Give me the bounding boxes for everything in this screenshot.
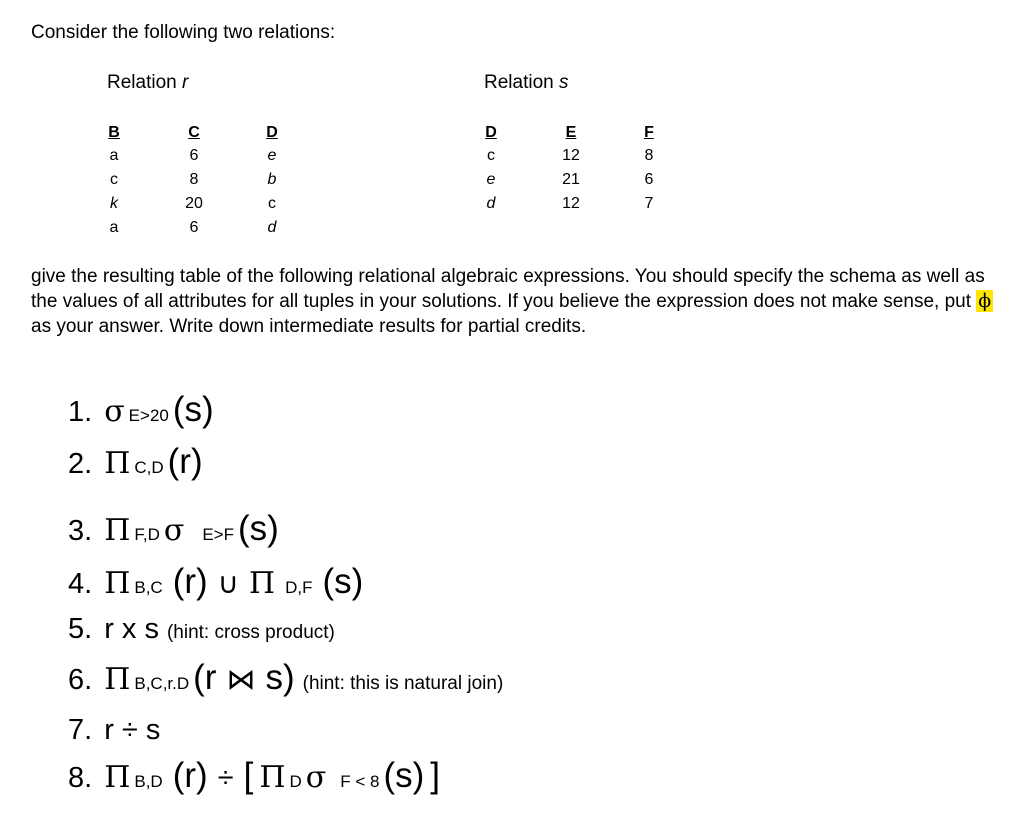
instructions-paragraph (31, 264, 1016, 339)
relation-s-title (484, 72, 569, 94)
expression-argument: (s) (172, 390, 214, 429)
selection-condition: F < 8 (340, 772, 380, 791)
column-header: D (485, 124, 497, 141)
expression-argument-open: (r (193, 658, 217, 697)
relation-s-title-prefix: Relation (484, 72, 554, 93)
instructions-text: give the resulting table of the following relational algebraic expressions. You should specify the schema as well as the values of all attributes for all tuples in your solutions. If you believe the expression does not make sense, put (31, 266, 985, 312)
question-4 (68, 564, 363, 606)
table-cell: 6 (189, 219, 199, 236)
column-header: B (108, 124, 120, 141)
selection-condition: E>20 (128, 406, 169, 425)
union-operator: ∪ (217, 568, 239, 600)
table-row (97, 168, 287, 192)
question-3 (68, 511, 279, 553)
table-row (97, 192, 287, 216)
table-row (97, 144, 287, 168)
relation-s-title-var: s (559, 72, 569, 93)
question-5 (68, 611, 335, 651)
question-number: 7. (68, 714, 93, 746)
question-number: 4. (68, 568, 93, 600)
table-cell: k (110, 195, 118, 212)
table-cell: c (268, 195, 276, 212)
table-cell: a (109, 219, 119, 236)
projection-attributes: D (289, 772, 302, 791)
table-cell: a (109, 147, 119, 164)
sigma-operator: σ (305, 760, 327, 795)
expression-argument: (s) (383, 756, 425, 795)
question-number: 2. (68, 448, 93, 480)
table-cell: 12 (562, 195, 580, 212)
pi-operator: Π (104, 662, 131, 697)
question-8 (68, 758, 440, 800)
table-cell: 12 (562, 147, 580, 164)
question-number: 5. (68, 613, 93, 645)
table-cell: c (487, 147, 495, 164)
table-row (474, 168, 664, 192)
table-cell: e (267, 147, 277, 164)
question-number: 6. (68, 664, 93, 696)
hint-text: (hint: this is natural join) (302, 673, 504, 694)
table-cell: 8 (189, 171, 199, 188)
table-cell: 21 (562, 171, 580, 188)
instructions-text-end: as your answer. Write down intermediate results for partial credits. (31, 316, 587, 337)
table-row (97, 216, 287, 240)
intro-text: Consider the following two relations: (31, 22, 336, 43)
expression-argument: (r) (167, 442, 203, 481)
column-header: E (565, 124, 577, 141)
column-header: D (266, 124, 278, 141)
pi-operator: Π (104, 760, 131, 795)
column-header: C (188, 124, 200, 141)
relation-r-table (97, 122, 287, 240)
table-cell: e (486, 171, 496, 188)
relation-r-title-var: r (182, 72, 189, 93)
selection-condition: E>F (202, 525, 234, 544)
question-number: 3. (68, 515, 93, 547)
hint-text: (hint: cross product) (166, 622, 335, 643)
table-cell: b (267, 171, 277, 188)
question-number: 8. (68, 762, 93, 794)
expression: r ÷ s (104, 714, 161, 746)
projection-attributes: C,D (134, 458, 164, 477)
pi-operator: Π (259, 760, 286, 795)
table-cell: 6 (644, 171, 654, 188)
expression: r x s (104, 613, 159, 645)
question-2 (68, 444, 203, 486)
table-header-row (97, 122, 287, 144)
phi-symbol: ϕ (978, 290, 992, 312)
expression-argument: (s) (322, 562, 364, 601)
table-cell: 6 (189, 147, 199, 164)
table-cell: d (486, 195, 496, 212)
projection-attributes: B,C,r.D (134, 674, 190, 693)
table-cell: 8 (644, 147, 654, 164)
right-bracket: ] (430, 756, 441, 795)
pi-operator: Π (248, 566, 276, 601)
table-cell: 7 (644, 195, 654, 212)
pi-operator: Π (104, 446, 131, 481)
projection-attributes: B,D (134, 772, 163, 791)
relation-r-title (107, 72, 188, 94)
question-number: 1. (68, 396, 93, 428)
division-operator: ÷ (217, 762, 234, 794)
relation-s-table (474, 122, 664, 216)
table-header-row (474, 122, 664, 144)
question-7 (68, 712, 160, 748)
pi-operator: Π (104, 566, 131, 601)
question-6 (68, 660, 503, 702)
expression-argument-close: s) (265, 658, 295, 697)
expression-argument: (r) (172, 756, 208, 795)
sigma-operator: σ (104, 394, 125, 429)
column-header: F (644, 124, 654, 141)
table-cell: 20 (185, 195, 203, 212)
expression-argument: (s) (238, 509, 279, 548)
projection-attributes: D,F (285, 578, 313, 597)
left-bracket: [ (243, 756, 254, 795)
expression-argument: (r) (172, 562, 208, 601)
pi-operator: Π (104, 513, 131, 548)
natural-join-operator: ⋈ (226, 664, 256, 696)
table-row (474, 192, 664, 216)
table-row (474, 144, 664, 168)
relation-r-title-prefix: Relation (107, 72, 177, 93)
projection-attributes: F,D (134, 525, 160, 544)
table-cell: d (267, 219, 277, 236)
question-1 (68, 392, 214, 434)
projection-attributes: B,C (134, 578, 163, 597)
table-cell: c (110, 171, 118, 188)
sigma-operator: σ (163, 513, 185, 548)
